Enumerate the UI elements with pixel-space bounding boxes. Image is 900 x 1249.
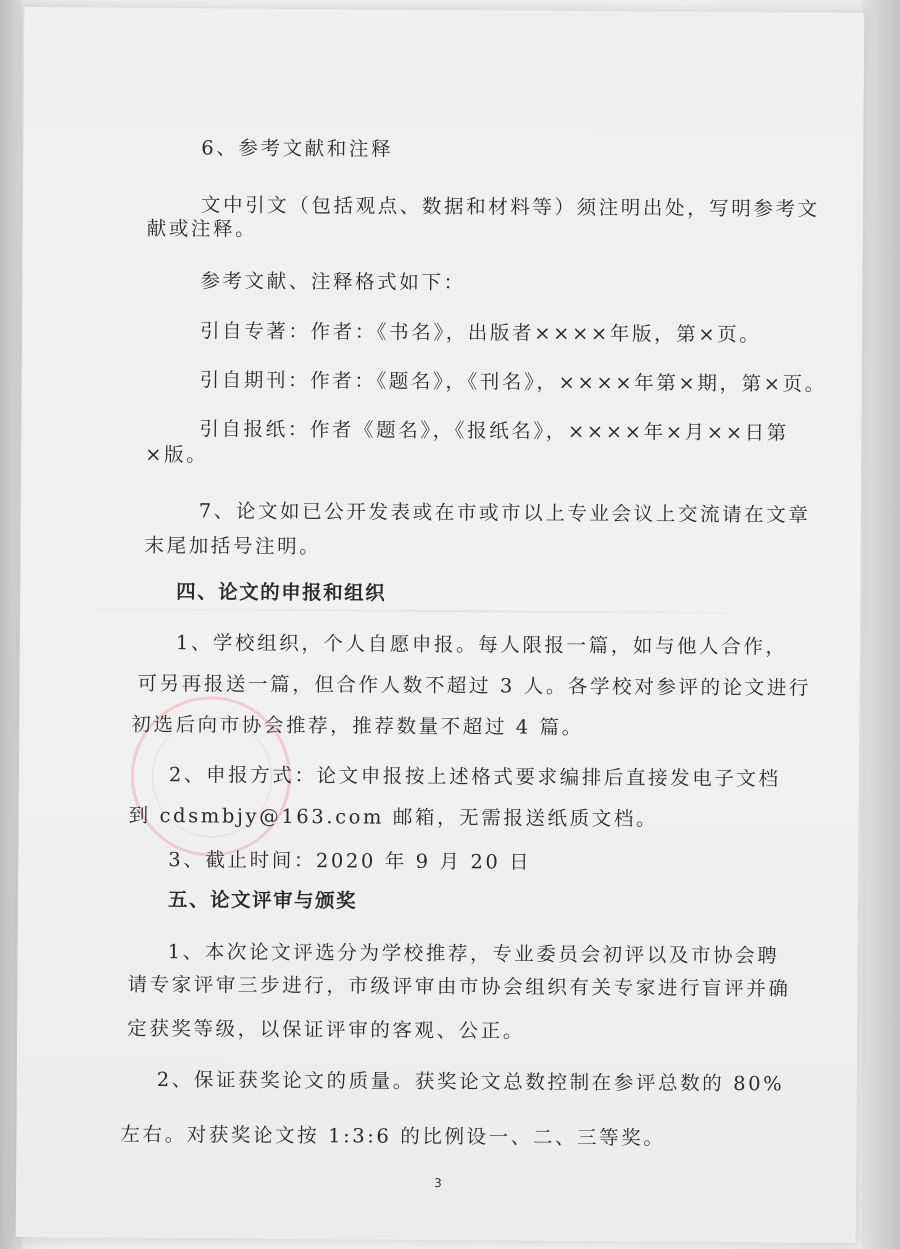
line-02: 文中引文（包括观点、数据和材料等）须注明出处，写明参考文 [200,193,820,221]
section-heading-5: 五、论文评审与颁奖 [167,888,358,913]
line-04: 参考文献、注释格式如下： [200,269,466,295]
line-06: 引自期刊：作者：《题名》，《刊名》，××××年第×期，第×页。 [199,368,827,396]
fold-line [20,607,860,615]
line-05: 引自专著：作者：《书名》，出版者××××年版，第×页。 [199,319,762,347]
scan-right-edge [862,0,900,1249]
line-17: 3、截止时间：2020 年 9 月 20 日 [168,848,532,874]
line-16: 到 cdsmbjy@163.com 邮箱，无需报送纸质文档。 [128,803,659,831]
line-19: 1、本次论文评选分为学校推荐，专业委员会初评以及市协会聘 [167,940,780,968]
line-09: 7、论文如已公开发表或在市或市以上专业会议上交流请在文章 [198,499,811,527]
line-10: 末尾加括号注明。 [144,533,322,559]
line-22: 2、保证获奖论文的质量。获奖论文总数控制在参评总数的 80% [156,1068,785,1096]
line-15: 2、申报方式：论文申报按上述格式要求编排后直接发电子文档 [168,763,781,791]
line-12: 1、学校组织，个人自愿申报。每人限报一篇，如与他人合作， [175,631,788,659]
line-08: ×版。 [145,442,209,467]
line-13: 可另再报送一篇，但合作人数不超过 3 人。各学校对参评的论文进行 [137,671,812,700]
paper-sheet [16,7,865,1243]
line-20: 请专家评审三步进行，市级评审由市协会组织有关专家进行盲评并确 [127,972,791,1001]
line-01: 6、参考文献和注释 [201,136,394,161]
line-21: 定获奖等级，以保证评审的客观、公正。 [127,1016,526,1043]
line-07: 引自报纸：作者《题名》，《报纸名》，××××年×月××日第 [199,417,789,445]
line-14: 初选后向市协会推荐，推荐数量不超过 4 篇。 [131,712,584,740]
section-heading-4: 四、论文的申报和组织 [176,580,387,605]
line-03: 献或注释。 [146,216,258,241]
line-23: 左右。对获奖论文按 1:3:6 的比例设一、二、三等奖。 [120,1122,666,1150]
page-number: 3 [434,1175,442,1191]
